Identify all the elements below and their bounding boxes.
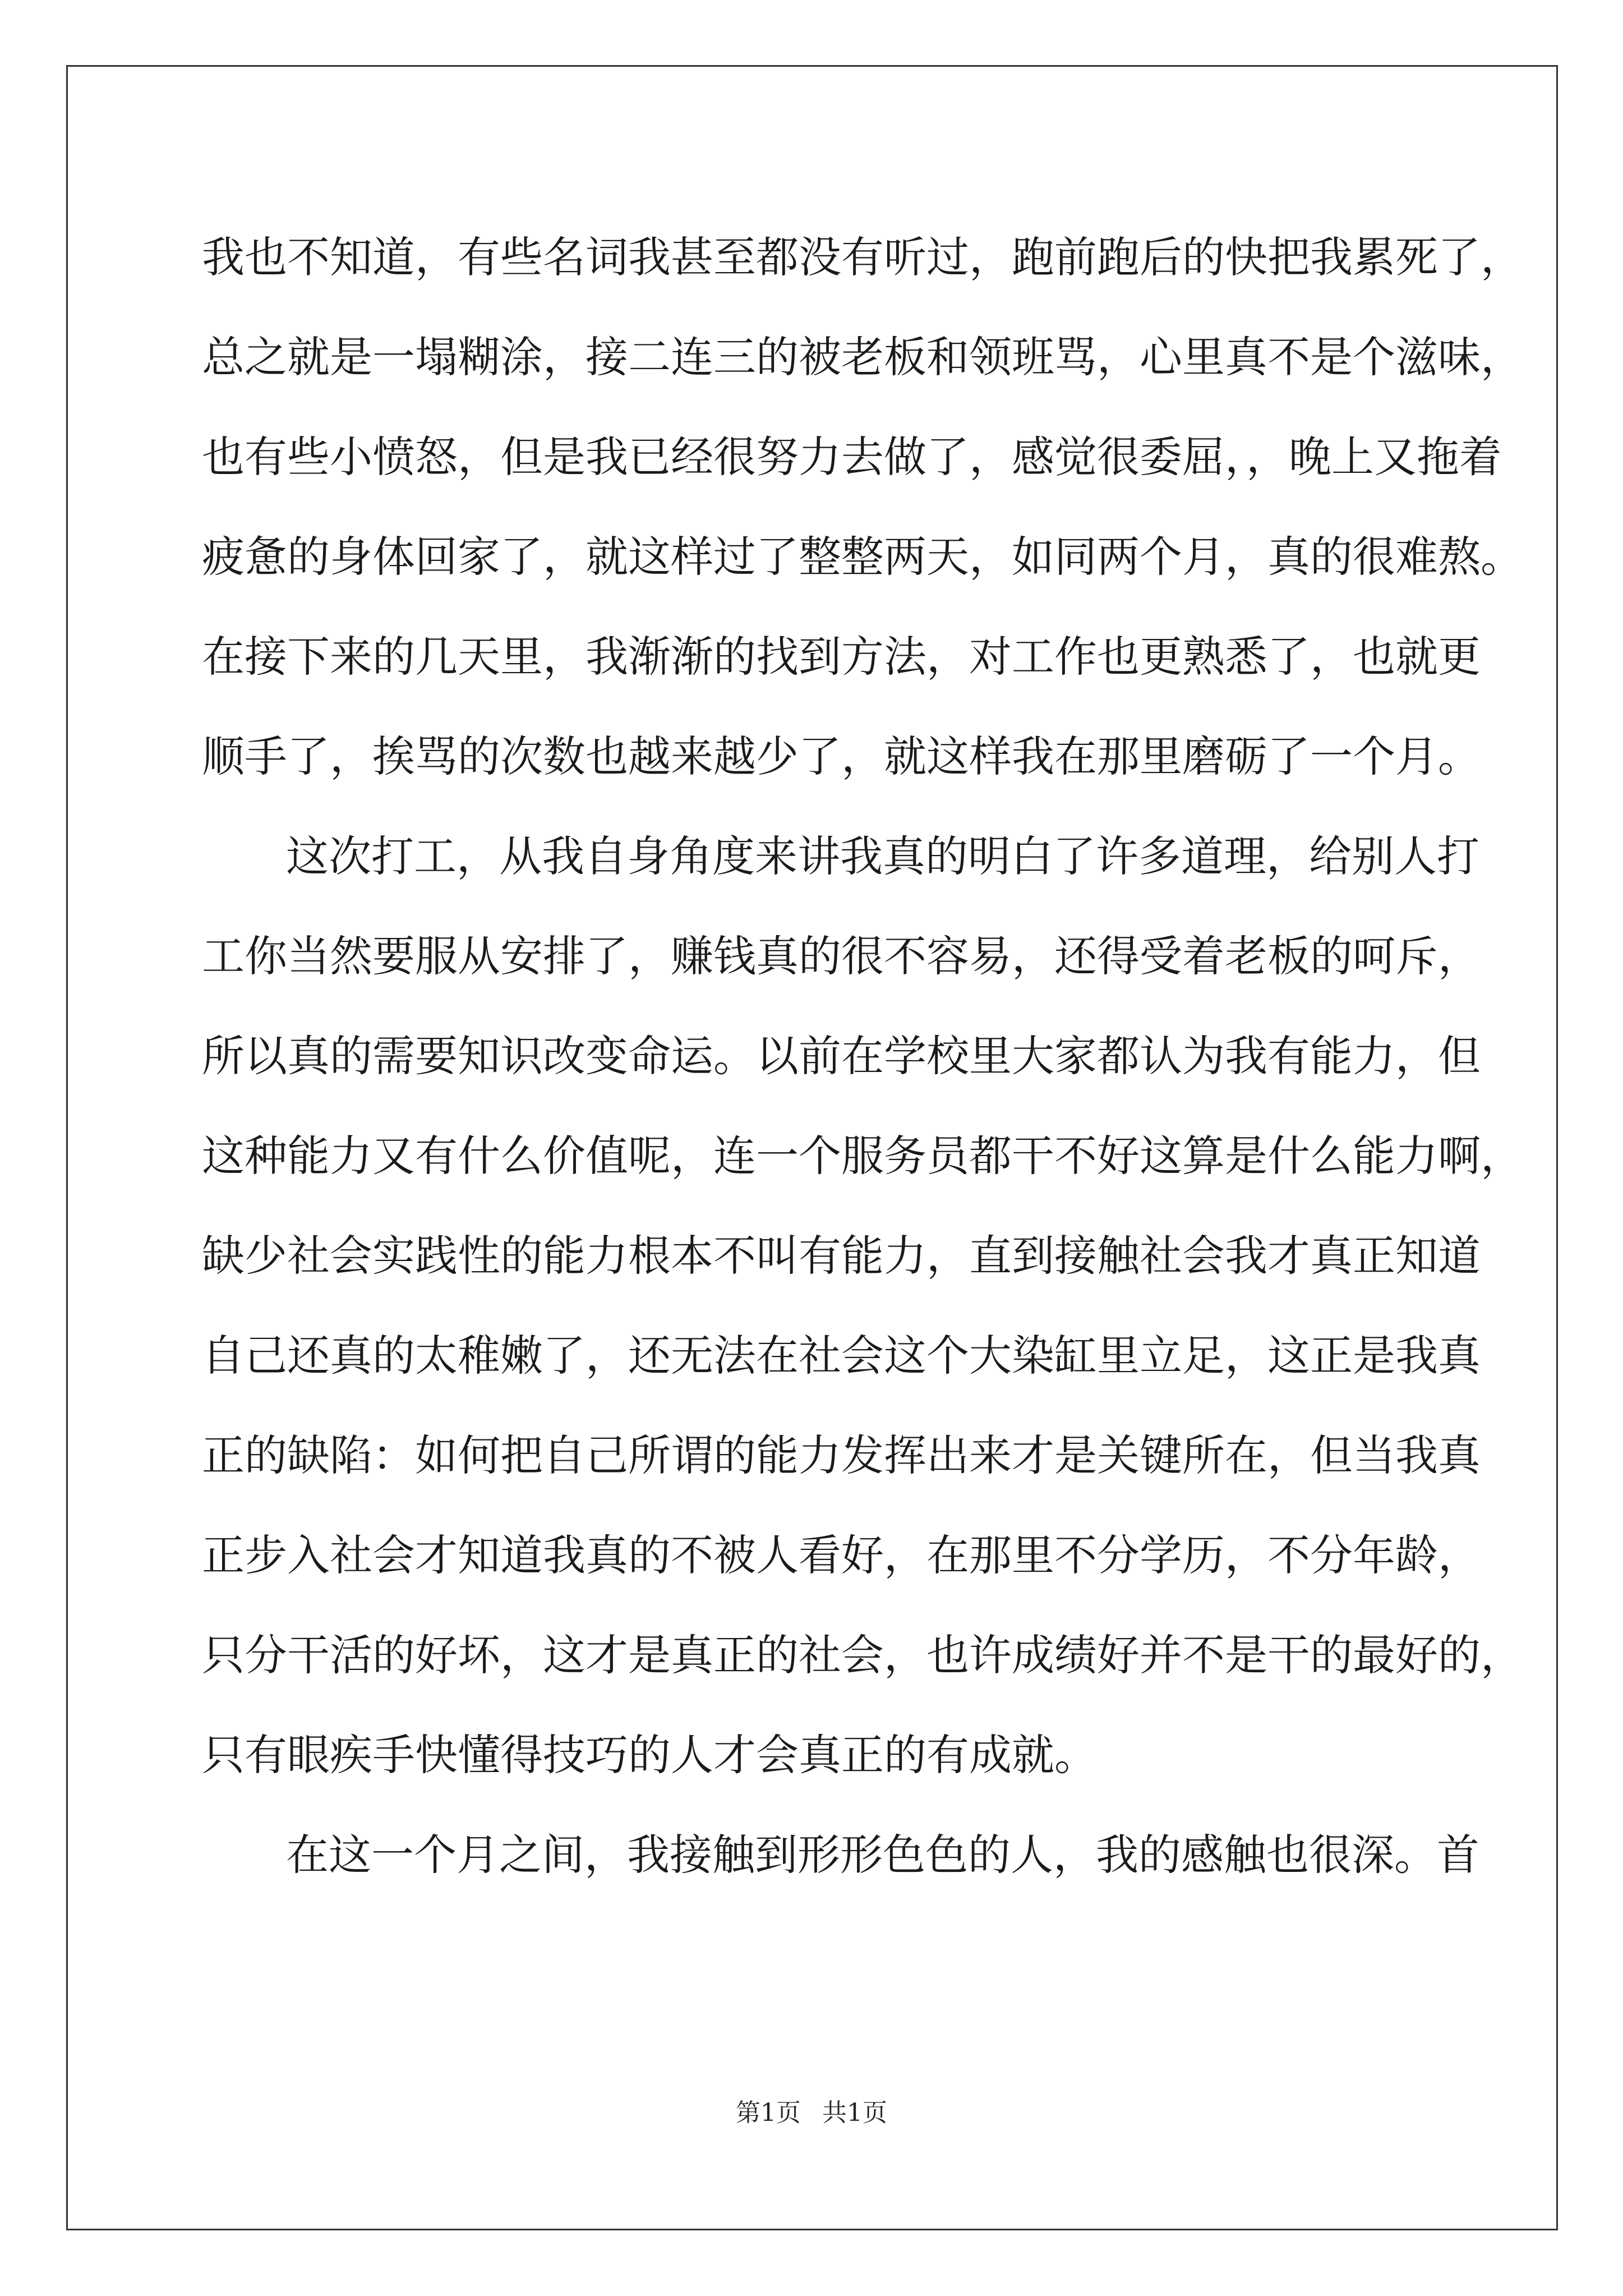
text-line: 正步入社会才知道我真的不被人看好，在那里不分学历，不分年龄，	[202, 1530, 1481, 1580]
text-line: 只分干活的好坏，这才是真正的社会，也许成绩好并不是干的最好的，	[202, 1630, 1523, 1680]
text-line: 顺手了，挨骂的次数也越来越少了，就这样我在那里磨砺了一个月。	[202, 731, 1481, 781]
text-line: 缺少社会实践性的能力根本不叫有能力，直到接触社会我才真正知道	[202, 1231, 1481, 1281]
text-line: 自己还真的太稚嫩了，还无法在社会这个大染缸里立足，这正是我真	[202, 1331, 1481, 1381]
document-body	[202, 208, 1523, 1905]
page-footer	[0, 2092, 1623, 2128]
text-line: 我也不知道，有些名词我甚至都没有听过，跑前跑后的快把我累死了，	[202, 232, 1523, 282]
text-line: 工你当然要服从安排了，赚钱真的很不容易，还得受着老板的呵斥，	[202, 931, 1481, 981]
text-line: 只有眼疾手快懂得技巧的人才会真正的有成就。	[202, 1730, 1097, 1780]
text-line: 总之就是一塌糊涂，接二连三的被老板和领班骂，心里真不是个滋味，	[202, 332, 1523, 382]
paragraph-start-line: 在这一个月之间，我接触到形形色色的人，我的感触也很深。首	[286, 1830, 1479, 1880]
text-line: 在接下来的几天里，我渐渐的找到方法，对工作也更熟悉了，也就更	[202, 632, 1481, 682]
page-number: 第1页	[736, 2099, 801, 2127]
text-line: 疲惫的身体回家了，就这样过了整整两天，如同两个月，真的很难熬。	[202, 532, 1523, 582]
text-line: 所以真的需要知识改变命运。以前在学校里大家都认为我有能力，但	[202, 1031, 1481, 1081]
text-line: 也有些小愤怒，但是我已经很努力去做了，感觉很委屈，，晚上又拖着	[202, 432, 1502, 482]
text-line: 这种能力又有什么价值呢，连一个服务员都干不好这算是什么能力啊，	[202, 1131, 1523, 1181]
page-total: 共1页	[822, 2099, 887, 2127]
paragraph-start-line: 这次打工，从我自身角度来讲我真的明白了许多道理，给别人打	[286, 831, 1479, 881]
text-line: 正的缺陷：如何把自己所谓的能力发挥出来才是关键所在，但当我真	[202, 1430, 1481, 1480]
